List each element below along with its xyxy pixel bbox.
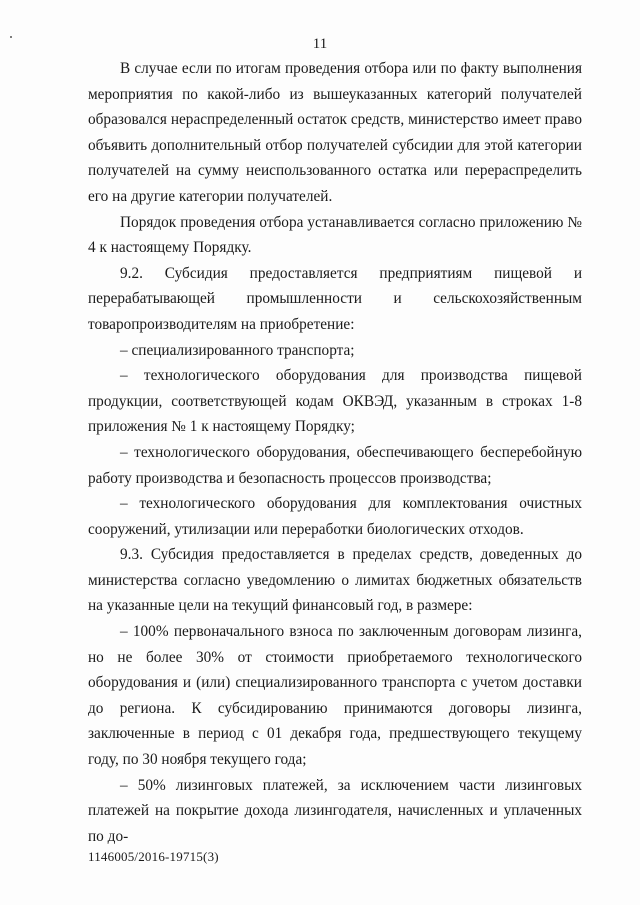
paragraph-section-9-3: 9.3. Субсидия предоставляется в пределах средств, доведенных до министерства согласно уведомлению о лимитах бюджетных обязательств на указанные цели на текущий финансовый год, в размере:	[88, 546, 582, 615]
paragraph-selection-procedure: Порядок проведения отбора устанавливается согласно приложению № 4 к настоящему Порядку.	[88, 213, 582, 257]
list-item-initial-payment: – 100% первоначального взноса по заключенным договорам лизинга, но не более 30% от стоимости приобретаемого технологического оборудования и (или) специализированного транспорта с учетом доставки до региона. К субсидированию принимаются договоры лизинга, заключенные в период с 01 декабря года, предшествующего текущему году, по 30 ноября текущего года;	[88, 623, 582, 769]
list-item-uninterrupted-operation-equipment: – технологического оборудования, обеспечивающего бесперебойную работу производства и безопасность процессов производства;	[88, 443, 582, 487]
document-body	[88, 56, 582, 849]
paragraph-section-9-2: 9.2. Субсидия предоставляется предприятиям пищевой и перерабатывающей промышленности и сельскохозяйственным товаропроизводителям на приобретение:	[88, 264, 582, 333]
paragraph-remaining-funds: В случае если по итогам проведения отбора или по факту выполнения мероприятия по какой-либо из вышеуказанных категорий получателей образовался нераспределенный остаток средств, министерство имеет право объявить дополнительный отбор получателей субсидии для этой категории получателей на сумму неиспользованного остатка или перераспределить его на другие категории получателей.	[88, 60, 582, 205]
list-item-treatment-facilities-equipment: – технологического оборудования для комплектования очистных сооружений, утилизации или переработки биологических отходов.	[88, 495, 582, 538]
document-footer-code: 1146005/2016-19715(3)	[88, 849, 219, 864]
list-item-food-production-equipment: – технологического оборудования для производства пищевой продукции, соответствующей кодам ОКВЭД, указанным в строках 1-8 приложения № 1 к настоящему Порядку;	[88, 367, 582, 436]
list-item-leasing-payments: – 50% лизинговых платежей, за исключением части лизинговых платежей на покрытие дохода лизингодателя, начисленных и уплаченных по до-	[88, 776, 582, 845]
page-number: 11	[312, 36, 328, 52]
list-item-special-transport: – специализированного транспорта;	[120, 341, 355, 359]
